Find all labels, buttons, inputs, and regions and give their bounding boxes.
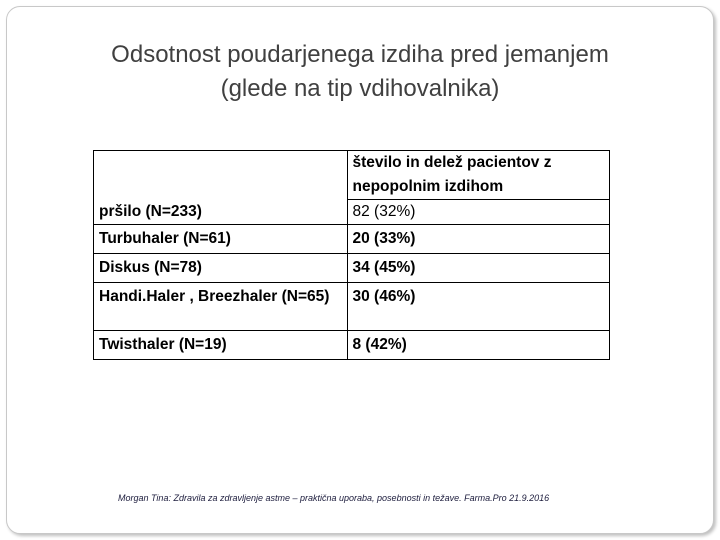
header-empty-space	[99, 152, 342, 200]
row-label: pršilo (N=233)	[99, 203, 202, 220]
row-value: 82 (32%)	[347, 200, 610, 225]
table-row	[94, 254, 610, 283]
table-cell	[94, 151, 348, 225]
row-value: 8 (42%)	[347, 331, 610, 360]
row-label: Turbuhaler (N=61)	[94, 225, 348, 254]
row-value: 20 (33%)	[347, 225, 610, 254]
table-row	[94, 225, 610, 254]
row-label: Twisthaler (N=19)	[94, 331, 348, 360]
source-citation: Morgan Tina: Zdravila za zdravljenje astme – praktična uporaba, posebnosti in težave. Farma.Pro 21.9.2016	[118, 493, 550, 503]
table-row	[94, 331, 610, 360]
title-line-2: (glede na tip vdihovalnika)	[220, 75, 500, 102]
title-line-1: Odsotnost poudarjenega izdiha pred jemanjem	[111, 41, 609, 68]
results-table	[93, 150, 610, 360]
column-header: število in delež pacientov z nepopolnim izdihom	[352, 154, 552, 195]
table-row	[94, 283, 610, 331]
row-label: Handi.Haler , Breezhaler (N=65)	[94, 283, 348, 331]
row-value: 30 (46%)	[347, 283, 610, 331]
row-label: Diskus (N=78)	[94, 254, 348, 283]
table-header-row	[94, 151, 610, 200]
row-value: 34 (45%)	[347, 254, 610, 283]
slide-title	[50, 38, 670, 106]
table-header-cell	[347, 151, 610, 200]
